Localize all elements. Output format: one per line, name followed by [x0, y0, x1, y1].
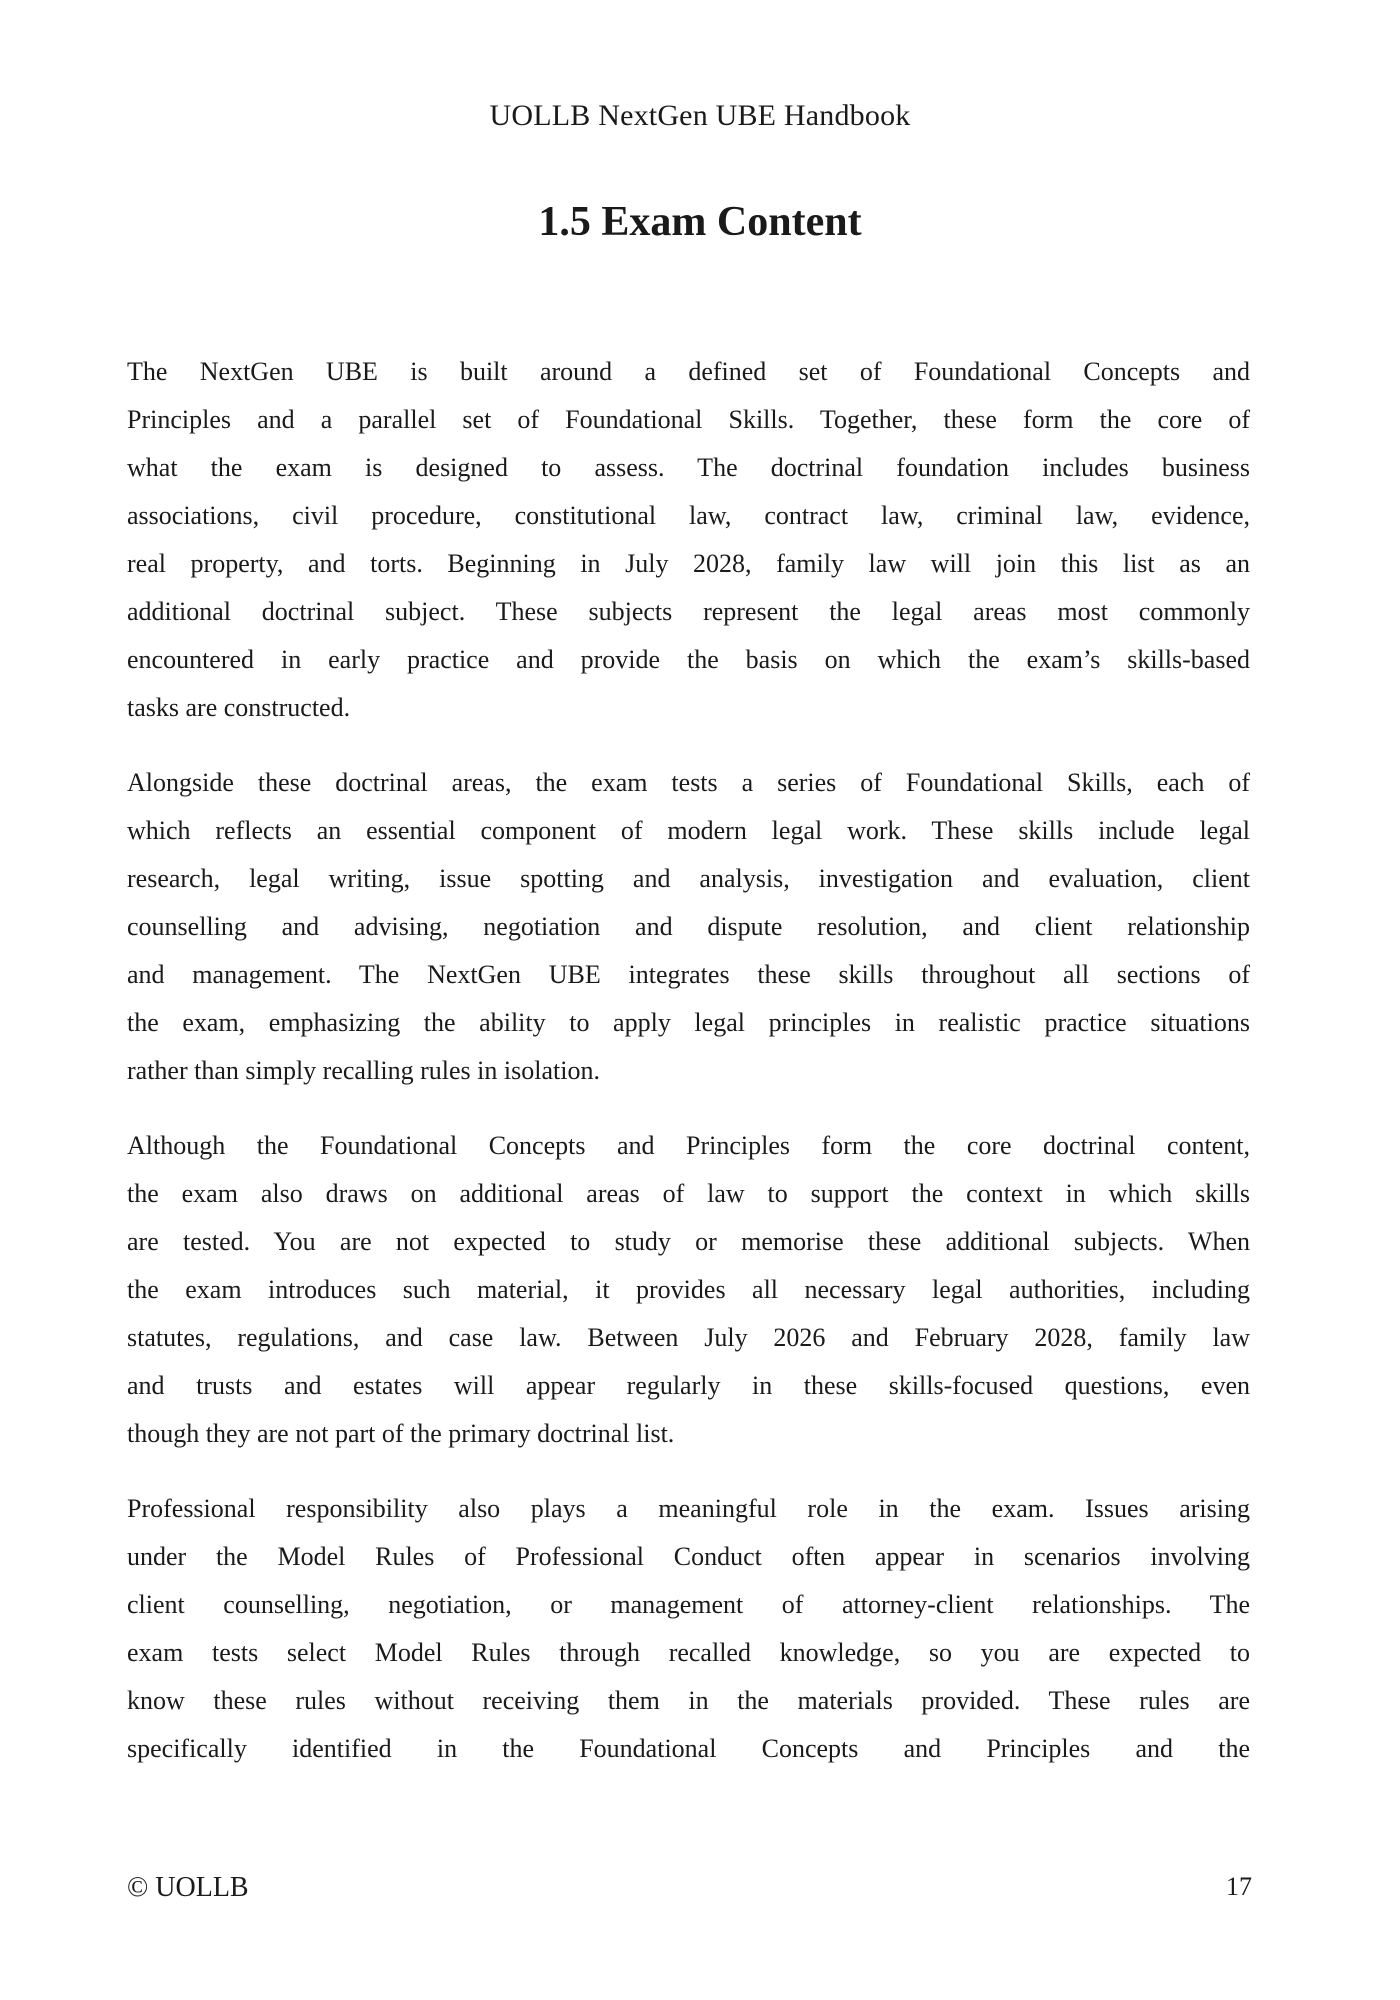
- text-line: The NextGen UBE is built around a defined set of Foundational Concepts and: [127, 357, 1250, 386]
- text-line: exam tests select Model Rules through recalled knowledge, so you are expected to: [127, 1638, 1250, 1667]
- running-header: UOLLB NextGen UBE Handbook: [489, 99, 911, 132]
- text-line: know these rules without receiving them in the materials provided. These rules are: [127, 1686, 1250, 1715]
- text-line: Professional responsibility also plays a meaningful role in the exam. Issues arising: [127, 1494, 1250, 1523]
- text-line: tasks are constructed.: [127, 693, 351, 722]
- footer-copyright: © UOLLB: [127, 1872, 249, 1903]
- document-body: [127, 348, 1250, 1800]
- text-line: associations, civil procedure, constitutional law, contract law, criminal law, evidence,: [127, 501, 1250, 530]
- text-line: the exam, emphasizing the ability to apply legal principles in realistic practice situations: [127, 1008, 1250, 1037]
- text-line: client counselling, negotiation, or management of attorney-client relationships. The: [127, 1590, 1250, 1619]
- text-line: and management. The NextGen UBE integrates these skills throughout all sections of: [127, 960, 1250, 989]
- text-line: rather than simply recalling rules in isolation.: [127, 1056, 600, 1085]
- paragraph: [127, 759, 1250, 1095]
- text-line: real property, and torts. Beginning in July 2028, family law will join this list as an: [127, 549, 1250, 578]
- text-line: counselling and advising, negotiation and dispute resolution, and client relationship: [127, 912, 1250, 941]
- text-line: and trusts and estates will appear regularly in these skills-focused questions, even: [127, 1371, 1250, 1400]
- text-line: under the Model Rules of Professional Conduct often appear in scenarios involving: [127, 1542, 1250, 1571]
- paragraph: [127, 1485, 1250, 1773]
- page-title: 1.5 Exam Content: [538, 199, 862, 245]
- paragraph: [127, 348, 1250, 732]
- text-line: though they are not part of the primary doctrinal list.: [127, 1419, 675, 1448]
- footer-page-number: 17: [1226, 1872, 1252, 1901]
- text-line: encountered in early practice and provide the basis on which the exam’s skills-based: [127, 645, 1250, 674]
- text-line: research, legal writing, issue spotting and analysis, investigation and evaluation, client: [127, 864, 1250, 893]
- text-line: Alongside these doctrinal areas, the exam tests a series of Foundational Skills, each of: [127, 768, 1250, 797]
- text-line: what the exam is designed to assess. The doctrinal foundation includes business: [127, 453, 1250, 482]
- text-line: Principles and a parallel set of Foundational Skills. Together, these form the core of: [127, 405, 1250, 434]
- text-line: the exam also draws on additional areas of law to support the context in which skills: [127, 1179, 1250, 1208]
- paragraph: [127, 1122, 1250, 1458]
- text-line: statutes, regulations, and case law. Between July 2026 and February 2028, family law: [127, 1323, 1250, 1352]
- text-line: the exam introduces such material, it provides all necessary legal authorities, including: [127, 1275, 1250, 1304]
- text-line: are tested. You are not expected to study or memorise these additional subjects. When: [127, 1227, 1250, 1256]
- text-line: additional doctrinal subject. These subjects represent the legal areas most commonly: [127, 597, 1250, 626]
- text-line: Although the Foundational Concepts and Principles form the core doctrinal content,: [127, 1131, 1250, 1160]
- text-line: which reflects an essential component of modern legal work. These skills include legal: [127, 816, 1250, 845]
- text-line: specifically identified in the Foundational Concepts and Principles and the: [127, 1734, 1250, 1763]
